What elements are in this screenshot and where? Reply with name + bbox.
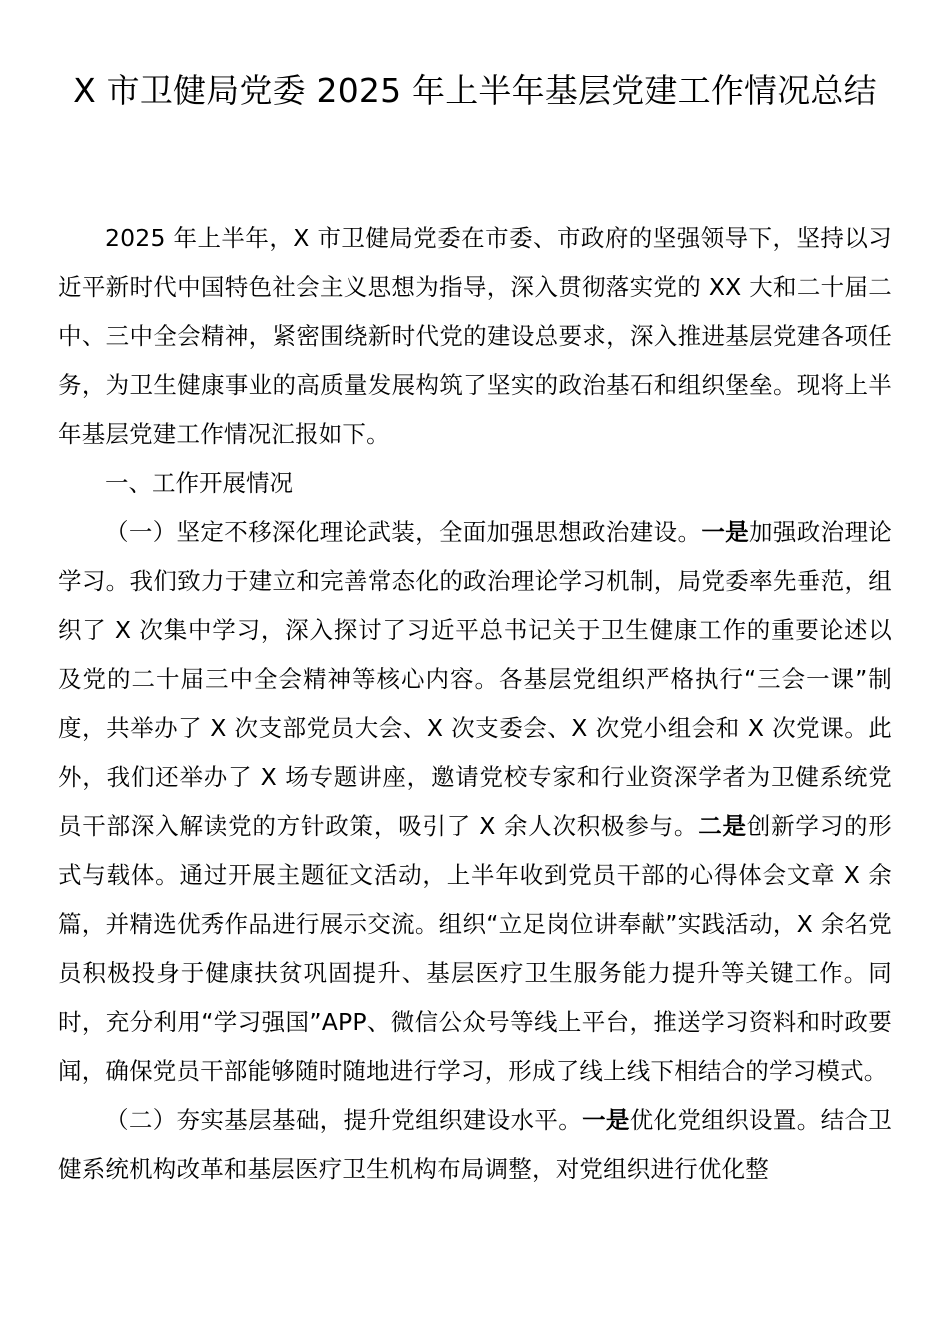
subsection-2-first-text: 优化党组织设置。结合卫健系统机构改革和基层医疗卫生机构布局调整，对党组织进行优化整 (58, 1106, 893, 1183)
subsection-2-paragraph (58, 1096, 892, 1194)
document-body (58, 214, 892, 1194)
subsection-2-first-marker: 一是 (582, 1106, 630, 1134)
section-heading-work-progress: 一、工作开展情况 (105, 469, 293, 497)
subsection-1-second-text: 创新学习的形式与载体。通过开展主题征文活动，上半年收到党员干部的心得体会文章 X 余篇，并精选优秀作品进行展示交流。组织“立足岗位讲奉献”实践活动，X 余名党员积极投身于健康扶贫巩固提升、基层医疗卫生服务能力提升等关键工作。同时，充分利用“学习强国”APP、微信公众号等线上平台，推送学习资料和时政要闻，确保党员干部能够随时随地进行学习，形成了线上线下相结合的学习模式。 (58, 812, 892, 1085)
subsection-1-paragraph (58, 508, 892, 1096)
intro-paragraph: 2025 年上半年，X 市卫健局党委在市委、市政府的坚强领导下，坚持以习近平新时代中国特色社会主义思想为指导，深入贯彻落实党的 XX 大和二十届二中、三中全会精神，紧密围绕新时代党的建设总要求，深入推进基层党建各项任务，为卫生健康事业的高质量发展构筑了坚实的政治基石和组织堡垒。现将上半年基层党建工作情况汇报如下。 (58, 224, 892, 448)
subsection-1-second-marker: 二是 (698, 812, 747, 840)
subsection-2-lead: （二）夯实基层基础，提升党组织建设水平。 (105, 1106, 583, 1134)
subsection-1-first-text: 加强政治理论学习。我们致力于建立和完善常态化的政治理论学习机制，局党委率先垂范，组织了 X 次集中学习，深入探讨了习近平总书记关于卫生健康工作的重要论述以及党的二十届三中全会精神等核心内容。各基层党组织严格执行“三会一课”制度，共举办了 X 次支部党员大会、X 次支委会、X 次党小组会和 X 次党课。此外，我们还举办了 X 场专题讲座，邀请党校专家和行业资深学者为卫健系统党员干部深入解读党的方针政策，吸引了 X 余人次积极参与。 (58, 518, 893, 840)
subsection-1-first-marker: 一是 (701, 518, 750, 546)
document-title: X 市卫健局党委 2025 年上半年基层党建工作情况总结 (73, 71, 877, 110)
subsection-1-lead: （一）坚定不移深化理论武装，全面加强思想政治建设。 (105, 518, 702, 546)
